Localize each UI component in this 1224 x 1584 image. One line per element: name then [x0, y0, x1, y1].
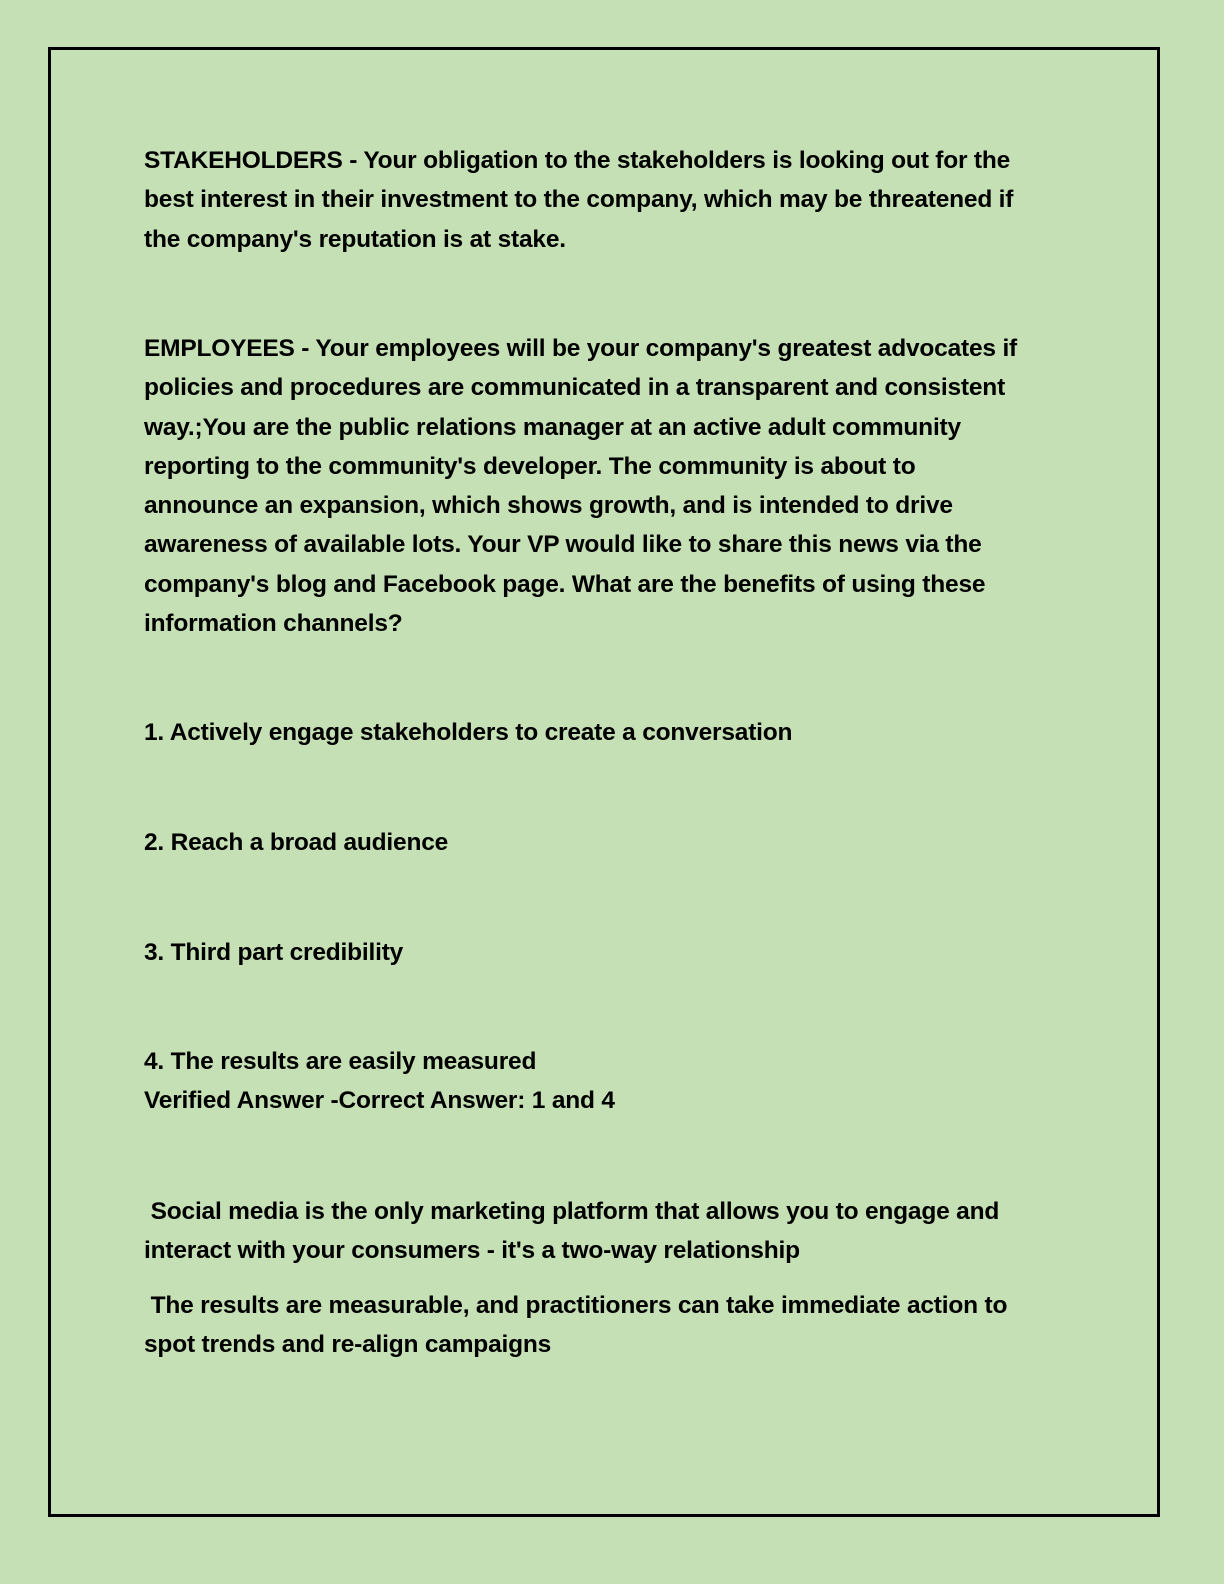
explanation-line: The results are measurable, and practitioners can take immediate action to — [144, 1292, 1008, 1319]
employees-line: company's blog and Facebook page. What are the benefits of using these — [144, 570, 986, 598]
employees-line: information channels? — [144, 610, 403, 638]
stakeholders-line: STAKEHOLDERS - Your obligation to the stakeholders is looking out for the — [144, 147, 1011, 174]
verified-answer: Verified Answer -Correct Answer: 1 and 4 — [144, 1087, 615, 1115]
employees-line: reporting to the community's developer. The community is about to — [144, 452, 916, 480]
employees-line: policies and procedures are communicated in a transparent and consistent — [144, 374, 1006, 402]
explanation-1 — [144, 1192, 1084, 1271]
explanation-2 — [144, 1286, 1084, 1365]
stakeholders-paragraph — [144, 141, 1084, 259]
option-1: 1. Actively engage stakeholders to create a conversation — [144, 719, 793, 746]
stakeholders-line: best interest in their investment to the company, which may be threatened if — [144, 186, 1014, 214]
option-4: 4. The results are easily measured — [144, 1048, 537, 1075]
employees-line: announce an expansion, which shows growth, and is intended to drive — [144, 492, 953, 520]
explanation-line: spot trends and re-align campaigns — [144, 1331, 552, 1359]
stakeholders-line: the company's reputation is at stake. — [144, 225, 566, 253]
employees-line: way.;You are the public relations manager at an active adult community — [144, 413, 961, 441]
explanation-line: interact with your consumers - it's a two-way relationship — [144, 1237, 800, 1265]
employees-paragraph — [144, 329, 1084, 643]
option-3: 3. Third part credibility — [144, 939, 404, 966]
option-2: 2. Reach a broad audience — [144, 829, 449, 856]
explanation-line: Social media is the only marketing platform that allows you to engage and — [144, 1198, 1000, 1225]
employees-line: EMPLOYEES - Your employees will be your company's greatest advocates if — [144, 335, 1018, 362]
option-4-and-answer — [144, 1042, 1084, 1121]
employees-line: awareness of available lots. Your VP would like to share this news via the — [144, 531, 982, 559]
